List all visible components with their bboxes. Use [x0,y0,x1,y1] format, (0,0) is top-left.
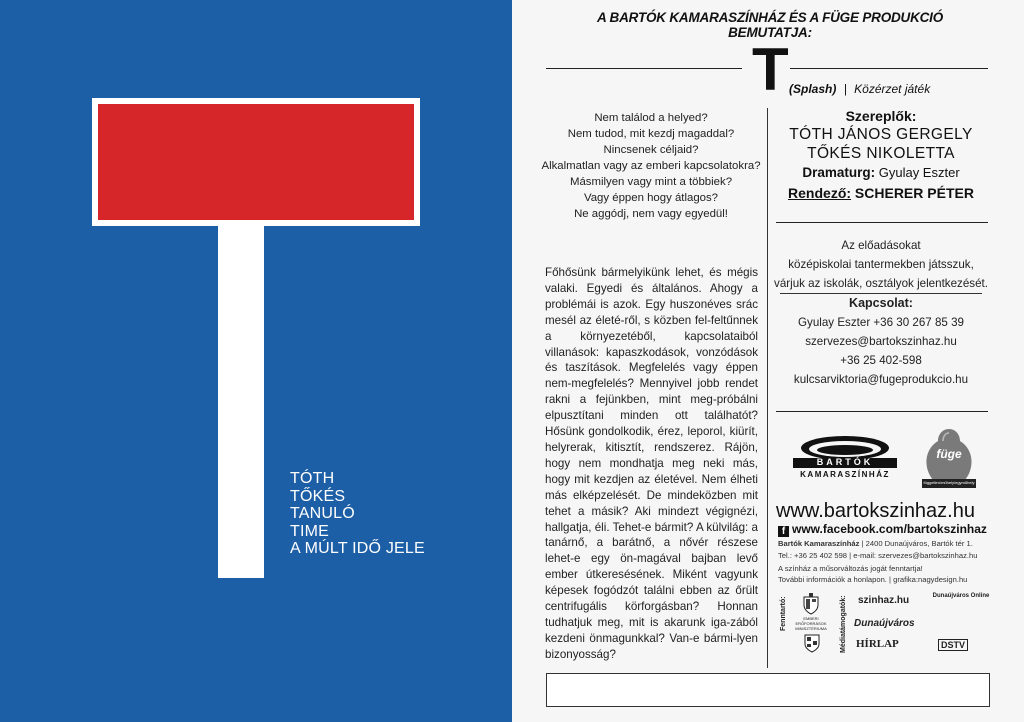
actor-name: TŐKÉS NIKOLETTA [807,145,955,162]
info-block [772,236,990,389]
hirlap-logo: HÍRLAP [856,638,899,650]
dead-end-sign-red-bar [98,104,414,220]
dstv-logo: DSTV [938,639,968,651]
question-line: Másmilyen vagy mint a többiek? [569,176,733,188]
subtitle-genre: Közérzet játék [854,82,931,96]
media-label: Médiatámogatók: [840,595,847,653]
logos-row [780,420,990,495]
credit-line: TIME [290,522,330,540]
presents-headline: A BARTÓK KAMARASZÍNHÁZ ÉS A FÜGE PRODUKCIÓ BEMUTATJA: [596,10,944,40]
contact-line: Gyulay Eszter +36 30 267 85 39 [798,316,964,329]
address-name: Bartók Kamaraszínház [778,539,860,548]
question-line: Vagy éppen hogy átlagos? [583,192,719,204]
question-block [540,110,762,222]
subtitle-separator: | [843,82,847,96]
website-link[interactable]: www.bartokszinhaz.hu [776,500,975,522]
info-rule [776,411,988,412]
credit-line: A MÚLT IDŐ JELE [290,540,425,557]
dead-end-sign-stem [218,226,264,578]
more-info-line: További információk a honlapon. | grafika:nagydesign.hu [778,575,968,584]
credit-line: TÓTH [290,470,335,487]
dunaujvaros-logo: Dunaújváros [854,618,915,629]
contact-email[interactable]: szervezes@bartokszinhaz.hu [805,335,957,348]
facebook-link[interactable] [778,522,987,537]
credit-line: TANULÓ [290,505,355,522]
director-label: Rendező: [788,185,852,201]
fuge-logo-sub: független/műhely/egyműhely [923,480,975,485]
bartok-logo [785,434,905,486]
address-rest: | 2400 Dunaújváros, Bartók tér 1. [859,539,973,548]
sponsors-area [780,593,990,663]
cast-label: Szereplők: [845,108,917,124]
question-line: Nincsenek céljaid? [603,144,699,156]
rights-line: A színház a műsorváltozás jogát fenntartja! [778,564,923,573]
cast-rule [776,222,988,223]
bottom-blank-box [546,673,990,707]
column-divider [767,108,768,668]
credit-line: TŐKÉS [290,487,346,505]
dramaturg-label: Dramaturg: [802,165,876,180]
cast-block [772,108,990,203]
szinhaz-logo: szinhaz.hu [858,595,910,606]
title-letter: T [752,36,789,103]
director-line [772,183,990,203]
contact-label: Kapcsolat: [780,293,982,313]
phone-email-line: Tel.: +36 25 402 598 | e-mail: szervezes@bartokszinhaz.hu [778,551,978,560]
facebook-url: www.facebook.com/bartokszinhaz [792,522,987,536]
fuge-logo-text: füge [936,447,962,461]
subtitle-main: (Splash) [789,82,837,96]
info-line: várjuk az iskolák, osztályok jelentkezését. [774,277,988,290]
subtitle [789,82,930,96]
director-name: SCHERER PÉTER [854,185,974,201]
sponsors-label: Fenntartó: [780,596,787,631]
dramaturg-name: Gyulay Eszter [878,165,960,180]
dunaujvaros-online-logo: Dunaújváros Online [932,593,990,599]
question-line: Nem tudod, mit kezdj magaddal? [567,128,735,140]
info-line: középiskolai tantermekben játsszuk, [788,258,974,271]
ministry-name: EMBERI ERŐFORRÁSOK MINISZTÉRIUMA [795,616,827,631]
actor-name: TÓTH JÁNOS GERGELY [789,126,973,143]
bartok-logo-line1: BARTÓK [816,457,874,467]
contact-email[interactable]: kulcsarviktoria@fugeprodukcio.hu [793,373,969,386]
header-rule-left [546,68,742,69]
question-line: Ne aggódj, nem vagy egyedül! [574,208,728,220]
synopsis-text: Főhősünk bármelyikünk lehet, és mégis valaki. Egyedi és általános. Ahogy a problémái is azok. Egy huszonéves srác mesél az életé-ről, s közben fel-feltűnnek a környezetéből, kapcsolataiból villanások: kapaszkodások, vonzódások és taszítások. Megfelelés vagy éppen nem-megfelelés? Mennyivel jobb rendet rakni a fejünkben, mint meg-próbálni elpusztítani minden ott találhatót? Hősünk gondolkodik, érez, leporol, kiürít, helyrerak, kitisztít, rendszerez. Rájön, hogy nem mondhatja meg neki más, hogy mit kezdjen az életével. Nem élheti más elképzelését. De mindeközben mit tehet a másik? Aki mindezt végignézi, hallgatja, éli. Tehet-e bármit? A külvilág: a tanárnő, a barátnő, a nővér részese lehet-e egy ön-magával bajban levő ember útkeresésének. Miként vagyunk képesek fogódzót találni ebben az őrült centrifugális körforgásban? Honnan tudhatjuk meg, mit is akarunk iga-zából kezdeni önmagunkkal? Van-e bármi-lyen bizonyosság? [545,266,758,661]
hungarian-crest-icon [802,593,820,615]
fuge-logo [920,425,978,493]
question-line: Nem találod a helyed? [594,112,708,124]
info-line: Az előadásokat [841,239,921,252]
facebook-icon: f [778,526,789,537]
contact-line: +36 25 402-598 [840,354,922,367]
city-crest-icon [804,633,820,653]
question-line: Alkalmatlan vagy az emberi kapcsolatokra? [541,160,761,172]
poster-credits [290,470,425,558]
bartok-logo-line2: KAMARASZÍNHÁZ [800,470,890,479]
address-line [778,539,973,548]
dramaturg-line [772,163,990,183]
header-rule-right [790,68,988,69]
